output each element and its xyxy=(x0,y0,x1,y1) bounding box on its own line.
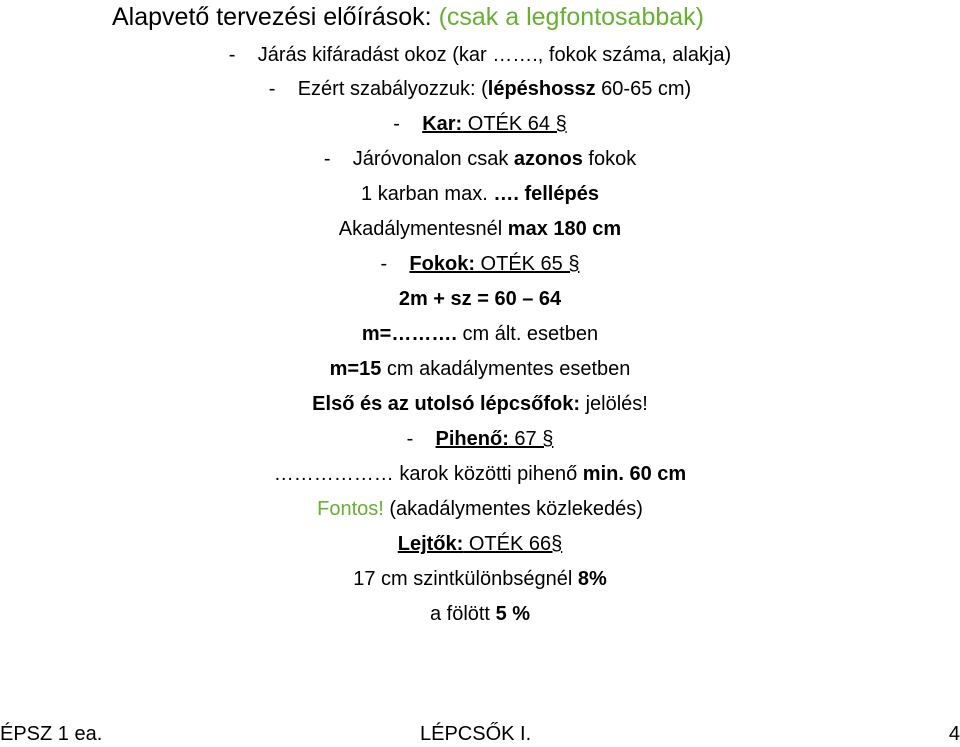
dash: - xyxy=(268,78,276,100)
line-bold: Első és az utolsó lépcsőfok: xyxy=(312,393,581,415)
line-landing-min xyxy=(0,462,960,486)
line-bold: lépéshossz xyxy=(487,78,596,100)
footer-page-number: 4 xyxy=(948,723,960,745)
fokok-reference: OTÉK 65 § xyxy=(474,253,580,275)
line-text: 1 karban max. xyxy=(361,183,494,205)
important-label: Fontos! xyxy=(317,498,384,520)
lejtok-label: Lejtők: xyxy=(397,533,464,555)
line-fokok xyxy=(0,252,960,276)
line-m-general xyxy=(0,322,960,346)
line-kar xyxy=(0,112,960,136)
dash: - xyxy=(393,113,400,135)
line-regulation xyxy=(0,77,960,101)
line-text: ……………… karok közötti pihenő xyxy=(273,463,583,485)
line-accessible-max xyxy=(0,217,960,241)
footer-course: ÉPSZ 1 ea. xyxy=(0,723,103,745)
fokok-label: Fokok: xyxy=(409,253,475,275)
dash: - xyxy=(323,148,331,170)
dash: - xyxy=(228,44,236,66)
line-text: (akadálymentes közlekedés) xyxy=(383,498,643,520)
line-bold: max 180 cm xyxy=(507,218,622,240)
line-first-last-step xyxy=(0,392,960,416)
line-text: Ezért szabályozzuk: ( xyxy=(297,78,488,100)
dash: - xyxy=(380,253,388,275)
line-text: Járás kifáradást okoz (kar ……., fokok száma, alakja) xyxy=(257,44,732,66)
title-text: Alapvető tervezési előírások: xyxy=(112,3,432,31)
slide-title xyxy=(112,0,704,34)
line-bold: 5 % xyxy=(495,603,531,625)
line-bold: azonos xyxy=(513,148,583,170)
line-text: jelölés! xyxy=(580,393,648,415)
line-text: Járóvonalon csak xyxy=(352,148,514,170)
step-formula: 2m + sz = 60 – 64 xyxy=(398,288,562,310)
line-max-steps xyxy=(0,182,960,206)
line-slope-8 xyxy=(0,567,960,591)
kar-label: Kar: xyxy=(422,113,463,135)
lejtok-reference: OTÉK 66§ xyxy=(463,533,563,555)
line-text: cm akadálymentes esetben xyxy=(381,358,631,380)
line-bold: 8% xyxy=(577,568,607,590)
line-formula xyxy=(0,287,960,311)
line-bold: m=………. xyxy=(361,323,457,345)
line-text: 17 cm szintkülönbségnél xyxy=(353,568,578,590)
line-important xyxy=(0,497,960,521)
piheno-reference: 67 § xyxy=(508,428,554,450)
line-text-end: 60-65 cm) xyxy=(595,78,692,100)
line-bold: …. fellépés xyxy=(493,183,599,205)
piheno-label: Pihenő: xyxy=(435,428,509,450)
line-text: a fölött xyxy=(429,603,496,625)
kar-reference: OTÉK 64 § xyxy=(462,113,567,135)
line-walking-line xyxy=(0,147,960,171)
line-lejtok xyxy=(0,532,960,556)
line-m-accessible xyxy=(0,357,960,381)
line-bold: m=15 xyxy=(329,358,382,380)
line-bold: min. 60 cm xyxy=(582,463,687,485)
line-text: cm ált. esetben xyxy=(456,323,599,345)
line-fatigue xyxy=(0,43,960,67)
dash: - xyxy=(406,428,414,450)
line-slope-5 xyxy=(0,602,960,626)
line-piheno xyxy=(0,427,960,451)
line-text-end: fokok xyxy=(582,148,637,170)
footer-topic: LÉPCSŐK I. xyxy=(420,723,532,745)
title-note: (csak a legfontosabbak) xyxy=(438,3,704,31)
line-text: Akadálymentesnél xyxy=(338,218,508,240)
